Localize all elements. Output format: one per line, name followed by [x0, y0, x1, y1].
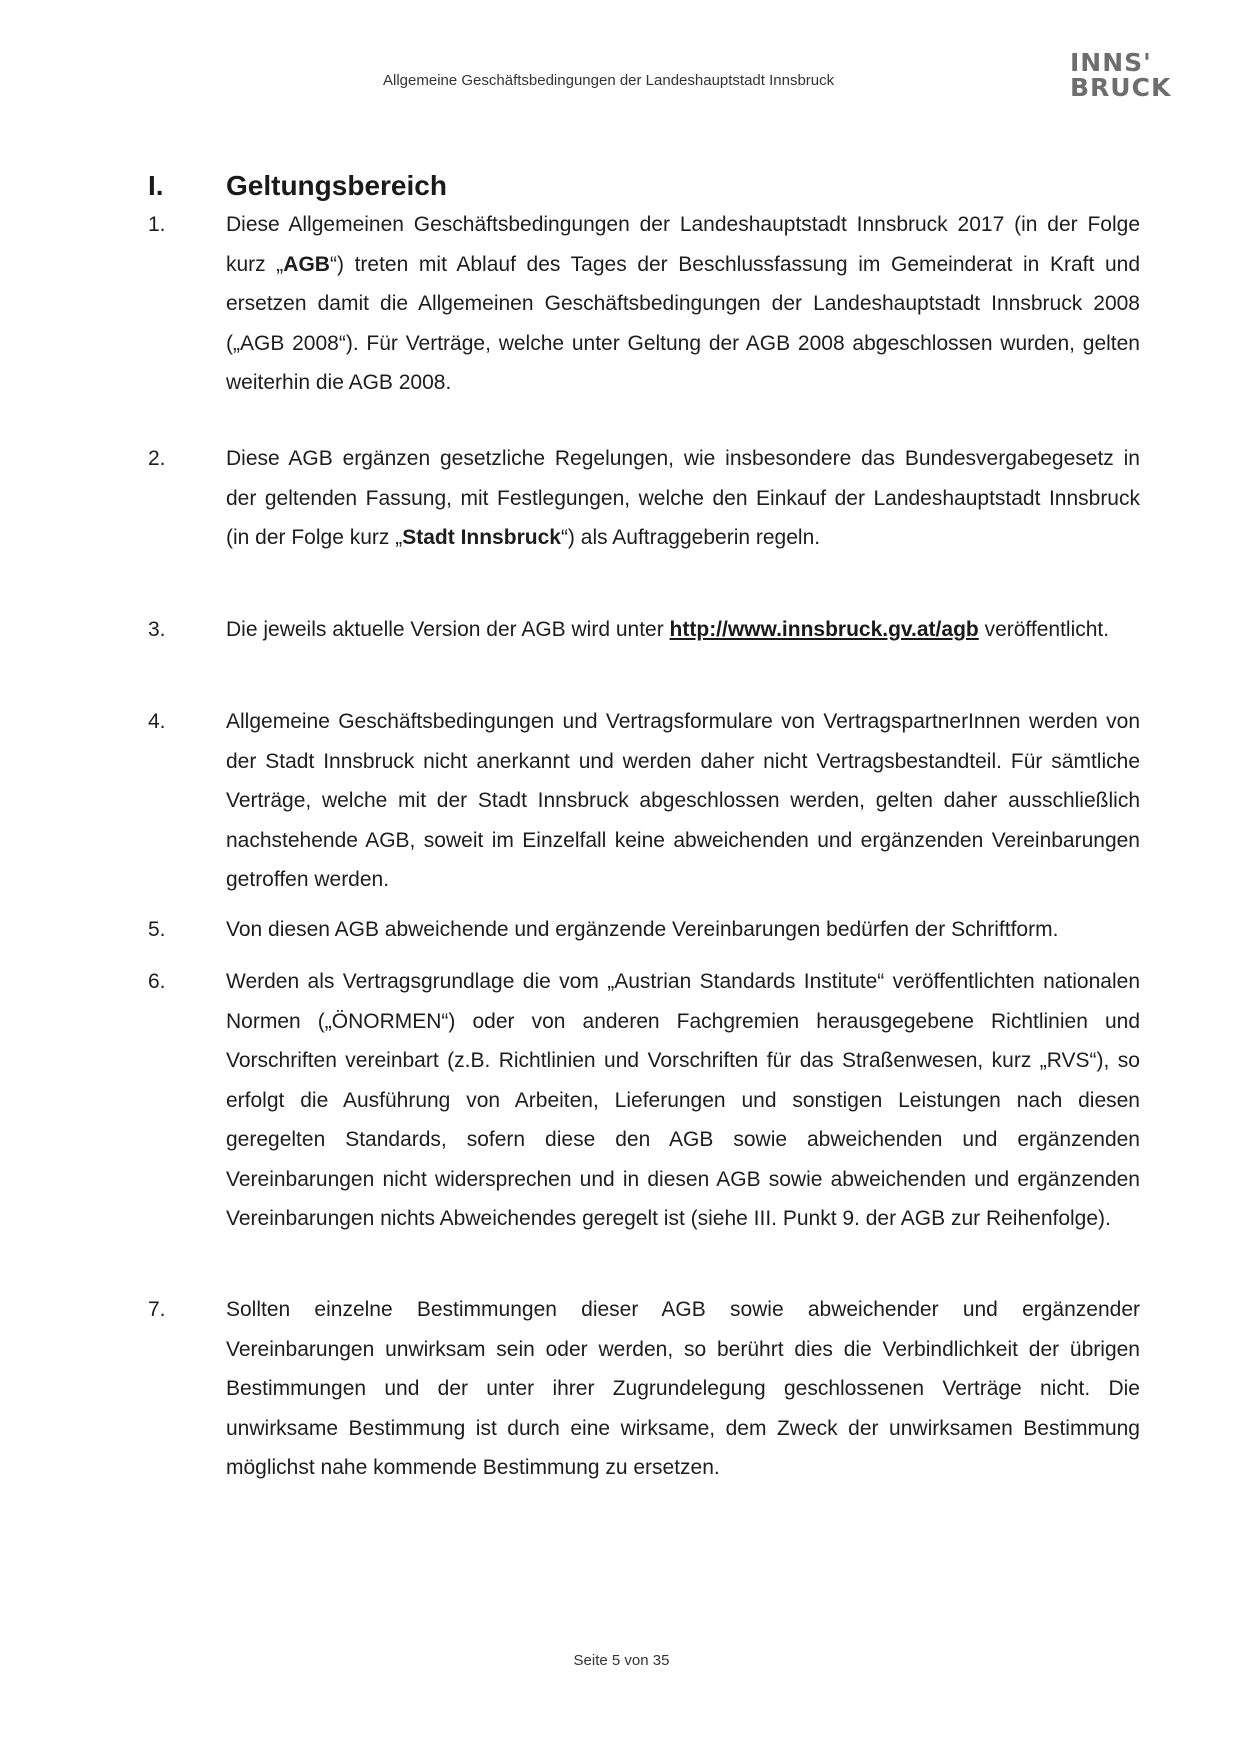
page-number: Seite 5 von 35	[573, 1652, 670, 1669]
section-title: Geltungsbereich	[226, 170, 447, 201]
item-number: 4.	[148, 710, 166, 733]
list-item-6	[148, 962, 1140, 1239]
logo-line-1: INNS'	[1070, 48, 1152, 77]
list-item-3	[148, 610, 1140, 650]
item-text: Von diesen AGB abweichende und ergänzende Vereinbarungen bedürfen der Schriftform.	[226, 918, 1059, 941]
logo-line-2: BRUCK	[1070, 73, 1172, 102]
item-number: 5.	[148, 918, 166, 941]
item-number: 3.	[148, 618, 166, 641]
list-item-2	[148, 439, 1140, 558]
item-number: 2.	[148, 447, 166, 470]
innsbruck-logo	[1070, 50, 1171, 100]
item-number: 6.	[148, 970, 166, 993]
item-text: Die jeweils aktuelle Version der AGB wird unter http://www.innsbruck.gv.at/agb veröffentlicht.	[226, 618, 1110, 641]
list-item-7	[148, 1290, 1140, 1488]
agb-link[interactable]: http://www.innsbruck.gv.at/agb	[669, 618, 979, 641]
item-text: Werden als Vertragsgrundlage die vom „Austrian Standards Institute“ veröffentlichten nationalen Normen („ÖNORMEN“) oder von anderen Fachgremien herausgegebene Richtlinien und Vorschriften vereinbart (z.B. Richtlinien und Vorschriften für das Straßenwesen, kurz „RVS“), so erfolgt die Ausführung von Arbeiten, Lieferungen und sonstigen Leistungen nach diesen geregelten Standards, sofern diese den AGB sowie abweichenden und ergänzenden Vereinbarungen nicht widersprechen und in diesen AGB sowie abweichenden und ergänzenden Vereinbarungen nichts Abweichendes geregelt ist (siehe III. Punkt 9. der AGB zur Reihenfolge).	[226, 970, 1140, 1230]
section-number: I.	[148, 170, 164, 201]
item-text: Allgemeine Geschäftsbedingungen und Vertragsformulare von VertragspartnerInnen werden von der Stadt Innsbruck nicht anerkannt und werden daher nicht Vertragsbestandteil. Für sämtliche Verträge, welche mit der Stadt Innsbruck abgeschlossen werden, gelten daher ausschließlich nachstehende AGB, soweit im Einzelfall keine abweichenden und ergänzenden Vereinbarungen getroffen werden.	[226, 710, 1140, 891]
list-item-1	[148, 205, 1140, 403]
running-header: Allgemeine Geschäftsbedingungen der Landeshauptstadt Innsbruck	[383, 72, 835, 89]
section-heading	[148, 170, 447, 202]
item-text: Diese Allgemeinen Geschäftsbedingungen der Landeshauptstadt Innsbruck 2017 (in der Folge kurz „AGB“) treten mit Ablauf des Tages der Beschlussfassung im Gemeinderat in Kraft und ersetzen damit die Allgemeinen Geschäftsbedingungen der Landeshauptstadt Innsbruck 2008 („AGB 2008“). Für Verträge, welche unter Geltung der AGB 2008 abgeschlossen wurden, gelten weiterhin die AGB 2008.	[226, 213, 1140, 394]
bold-term: Stadt Innsbruck	[402, 526, 561, 549]
item-number: 1.	[148, 213, 166, 236]
list-item-4	[148, 702, 1140, 900]
item-number: 7.	[148, 1298, 166, 1321]
list-item-5	[148, 910, 1140, 950]
item-text: Diese AGB ergänzen gesetzliche Regelungen, wie insbesondere das Bundesvergabegesetz in der geltenden Fassung, mit Festlegungen, welche den Einkauf der Landeshauptstadt Innsbruck (in der Folge kurz „Stadt Innsbruck“) als Auftraggeberin regeln.	[226, 447, 1140, 549]
item-text: Sollten einzelne Bestimmungen dieser AGB sowie abweichender und ergänzender Vereinbarungen unwirksam sein oder werden, so berührt dies die Verbindlichkeit der übrigen Bestimmungen und der unter ihrer Zugrundelegung geschlossenen Verträge nicht. Die unwirksame Bestimmung ist durch eine wirksame, dem Zweck der unwirksamen Bestimmung möglichst nahe kommende Bestimmung zu ersetzen.	[226, 1298, 1140, 1479]
bold-term: AGB	[283, 252, 330, 276]
